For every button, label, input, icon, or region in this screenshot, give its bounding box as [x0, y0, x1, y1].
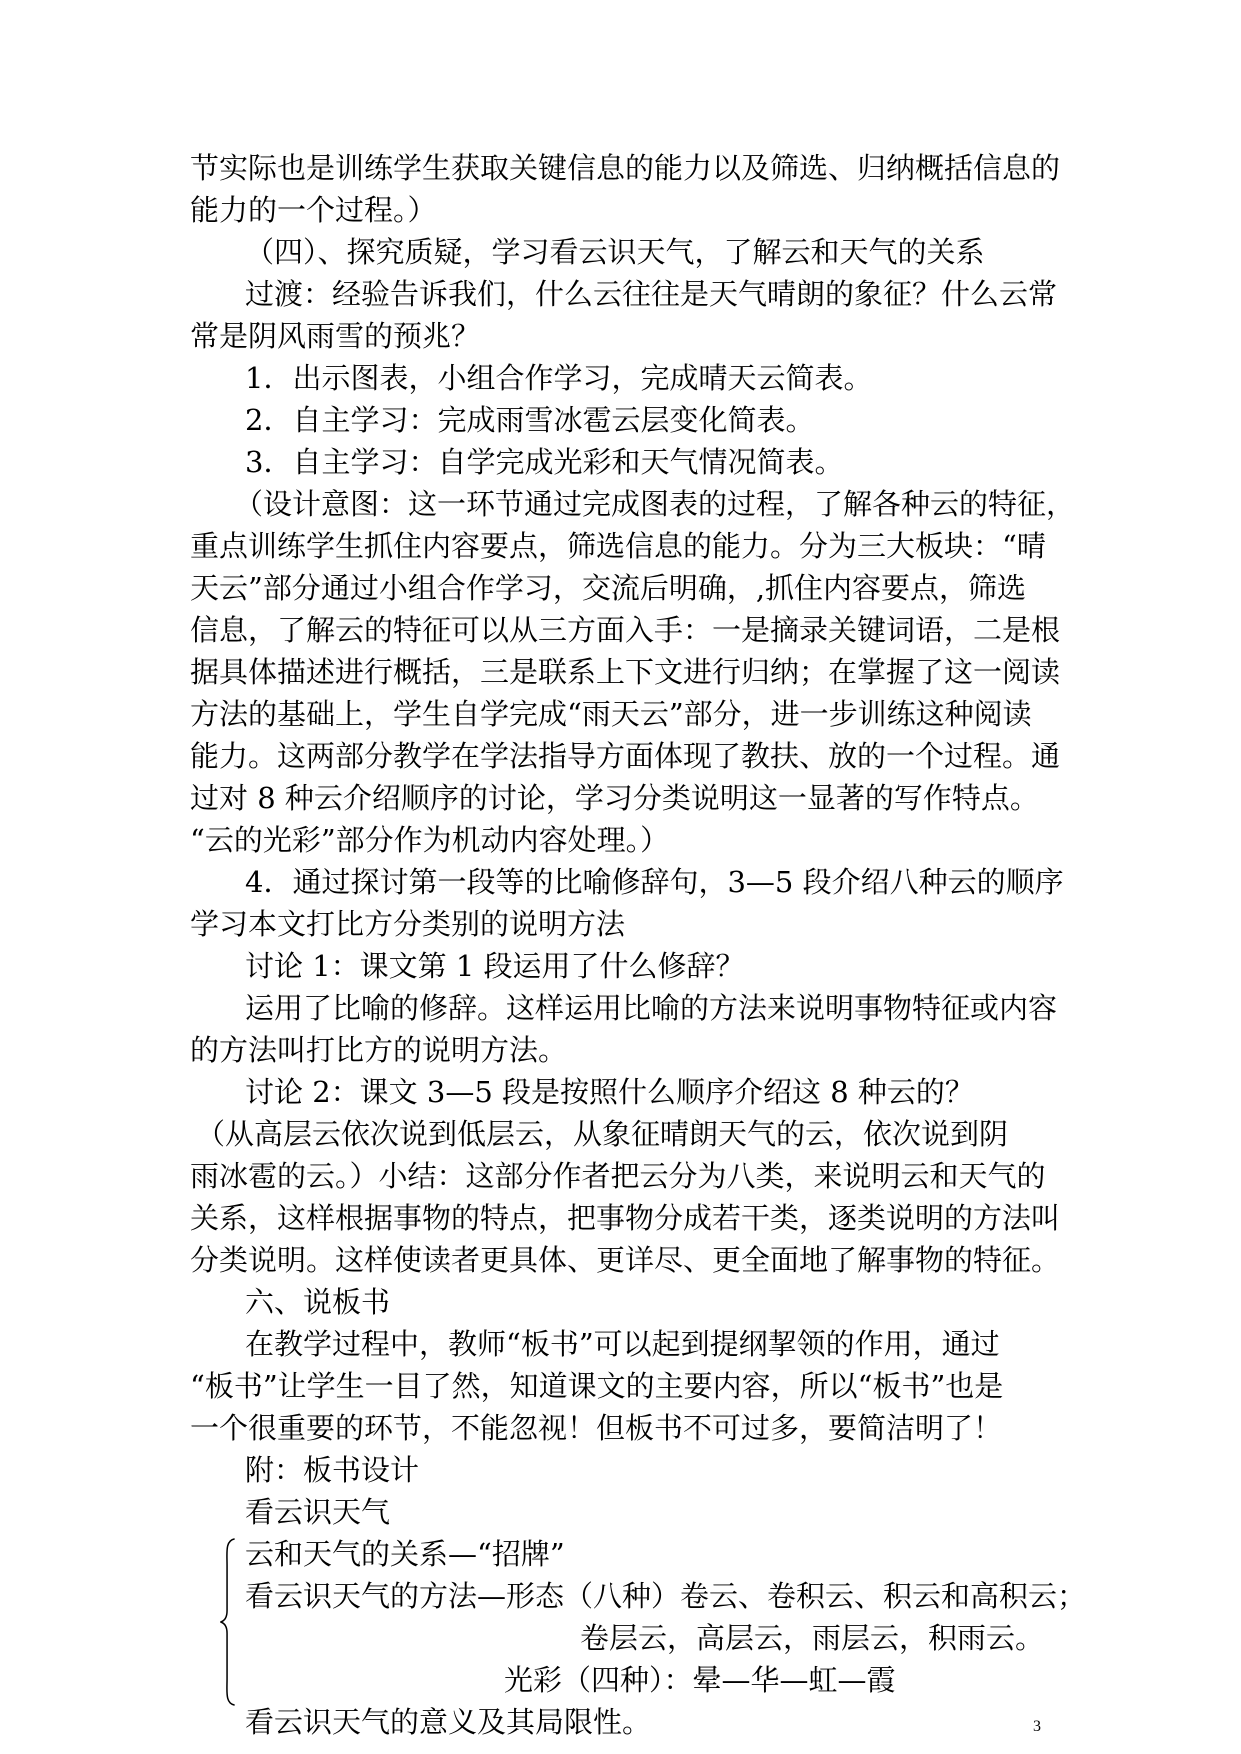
text-line: “板书”让学生一目了然，知道课文的主要内容，所以“板书”也是 — [190, 1369, 1004, 1403]
text-line: “云的光彩”部分作为机动内容处理。） — [190, 823, 670, 857]
board-line: 云和天气的关系—“招牌” — [245, 1537, 565, 1571]
board-line: 卷层云，高层云，雨层云，积雨云。 — [580, 1621, 1045, 1655]
text-line: 方法的基础上，学生自学完成“雨天云”部分，进一步训练这种阅读 — [190, 697, 1032, 731]
text-line: 过渡：经验告诉我们，什么云往往是天气晴朗的象征？什么云常 — [245, 277, 1058, 311]
text-line: 常是阴风雨雪的预兆？ — [190, 319, 481, 353]
text-line: （从高层云依次说到低层云，从象征晴朗天气的云，依次说到阴 — [196, 1117, 1009, 1151]
board-line: 看云识天气的意义及其局限性。 — [245, 1705, 652, 1739]
section-heading: （四）、探究质疑，学习看云识天气，了解云和天气的关系 — [245, 235, 985, 269]
list-item: 2．自主学习：完成雨雪冰雹云层变化简表。 — [245, 403, 815, 437]
board-line: 看云识天气的方法—形态（八种）卷云、卷积云、积云和高积云； — [245, 1579, 1087, 1613]
board-title: 看云识天气 — [245, 1495, 391, 1529]
list-item: 3．自主学习：自学完成光彩和天气情况简表。 — [245, 445, 844, 479]
board-line: 光彩（四种）：晕—华—虹—霞 — [504, 1663, 896, 1697]
text-line: 能力的一个过程。） — [190, 193, 437, 227]
section-heading: 六、说板书 — [245, 1285, 391, 1319]
text-line: 讨论 1：课文第 1 段运用了什么修辞？ — [245, 949, 745, 983]
text-line: 学习本文打比方分类别的说明方法 — [190, 907, 626, 941]
text-line: 关系，这样根据事物的特点，把事物分成若干类，逐类说明的方法叫 — [190, 1201, 1061, 1235]
text-line: 的方法叫打比方的说明方法。 — [190, 1033, 568, 1067]
text-line: 一个很重要的环节，不能忽视！但板书不可过多，要简洁明了！ — [190, 1411, 1003, 1445]
text-line: 讨论 2：课文 3—5 段是按照什么顺序介绍这 8 种云的？ — [245, 1075, 974, 1109]
text-line: 节实际也是训练学生获取关键信息的能力以及筛选、归纳概括信息的 — [190, 151, 1061, 185]
text-line: 信息，了解云的特征可以从三方面入手：一是摘录关键词语，二是根 — [190, 613, 1061, 647]
text-line: 重点训练学生抓住内容要点，筛选信息的能力。分为三大板块：“晴 — [190, 529, 1046, 563]
list-item: 4．通过探讨第一段等的比喻修辞句，3—5 段介绍八种云的顺序 — [245, 865, 1064, 899]
text-line: （设计意图：这一环节通过完成图表的过程，了解各种云的特征， — [234, 487, 1076, 521]
text-line: 据具体描述进行概括，三是联系上下文进行归纳；在掌握了这一阅读 — [190, 655, 1061, 689]
text-line: 能力。这两部分教学在学法指导方面体现了教扶、放的一个过程。通 — [190, 739, 1061, 773]
text-line: 天云”部分通过小组合作学习，交流后明确，,抓住内容要点，筛选 — [190, 571, 1027, 605]
text-line: 雨冰雹的云。）小结：这部分作者把云分为八类，来说明云和天气的 — [190, 1159, 1046, 1193]
text-line: 附：板书设计 — [245, 1453, 420, 1487]
page-number: 3 — [1033, 1718, 1041, 1735]
list-item: 1．出示图表，小组合作学习，完成晴天云简表。 — [245, 361, 873, 395]
text-line: 过对 8 种云介绍顺序的讨论，学习分类说明这一显著的写作特点。 — [190, 781, 1039, 815]
text-line: 运用了比喻的修辞。这样运用比喻的方法来说明事物特征或内容 — [245, 991, 1058, 1025]
text-line: 在教学过程中，教师“板书”可以起到提纲挈领的作用，通过 — [245, 1327, 1000, 1361]
text-line: 分类说明。这样使读者更具体、更详尽、更全面地了解事物的特征。 — [190, 1243, 1061, 1277]
